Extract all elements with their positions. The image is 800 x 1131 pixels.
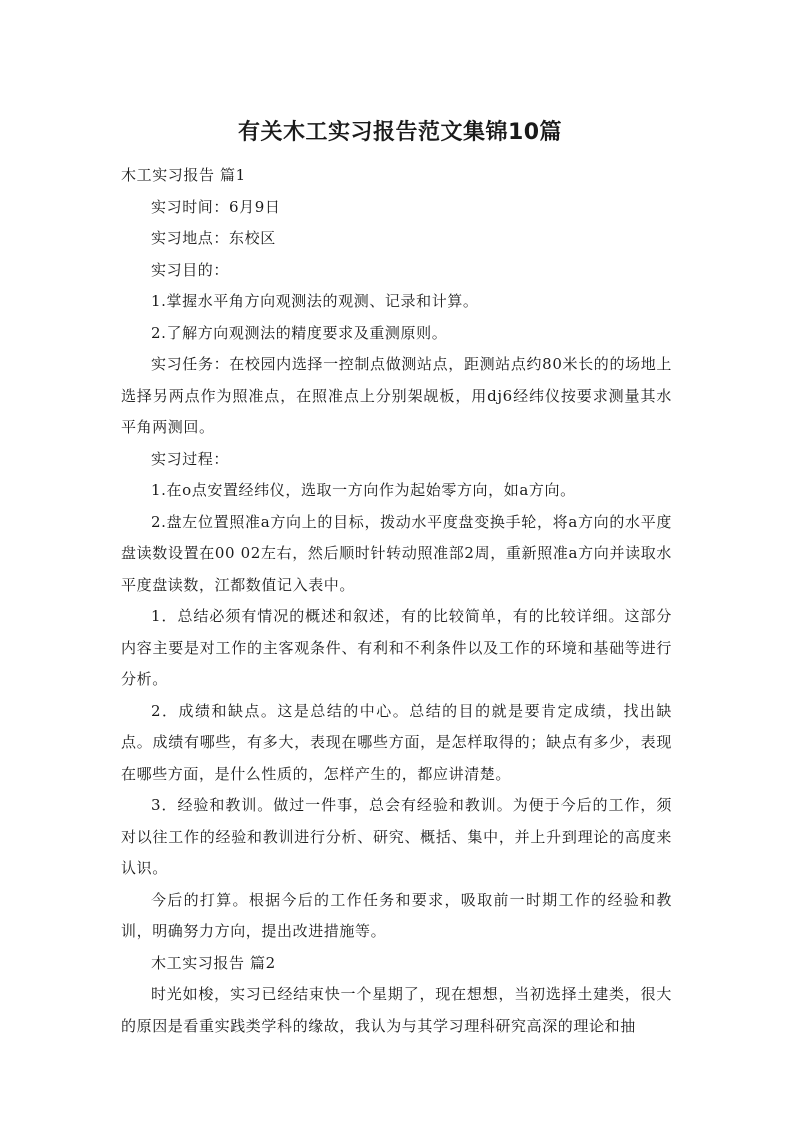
paragraph: 1.在o点安置经纬仪，选取一方向作为起始零方向，如a方向。: [151, 481, 576, 499]
paragraph: 时光如梭，实习已经结束快一个星期了，现在想想，当初选择土建类，很大的原因是看重实践类学科的缘故，我认为与其学习理科研究高深的理论和抽: [121, 985, 672, 1035]
paragraph: 实习任务：在校园内选择一控制点做测站点，距测站点约80米长的的场地上选择另两点作为照准点，在照准点上分别架觇板，用dj6经纬仪按要求测量其水平角两测回。: [121, 355, 672, 436]
paragraph: 今后的打算。根据今后的工作任务和要求，吸取前一时期工作的经验和教训，明确努力方向，提出改进措施等。: [121, 890, 672, 940]
paragraph: 1.掌握水平角方向观测法的观测、记录和计算。: [151, 292, 479, 310]
paragraph: 实习目的：: [151, 260, 230, 279]
paragraph: 2.盘左位置照准a方向上的目标，拨动水平度盘变换手轮，将a方向的水平度盘读数设置在00 02左右，然后顺时针转动照准部2周，重新照准a方向并读取水平度盘读数，江都数值记入表中。: [121, 512, 672, 594]
paragraph: 实习地点：东校区: [151, 229, 276, 247]
paragraph: 1．总结必须有情况的概述和叙述，有的比较简单，有的比较详细。这部分内容主要是对工作的主客观条件、有利和不利条件以及工作的环境和基础等进行分析。: [121, 607, 672, 688]
document-body: [121, 160, 672, 1042]
paragraph: 实习过程：: [151, 449, 230, 468]
paragraph: 3．经验和教训。做过一件事，总会有经验和教训。为便于今后的工作，须对以往工作的经验和教训进行分析、研究、概括、集中，并上升到理论的高度来认识。: [121, 796, 672, 877]
paragraph: 实习时间：6月9日: [151, 197, 281, 216]
paragraph: 木工实习报告 篇2: [151, 953, 276, 972]
paragraph: 2.了解方向观测法的精度要求及重测原则。: [151, 323, 448, 342]
paragraph: 2．成绩和缺点。这是总结的中心。总结的目的就是要肯定成绩，找出缺点。成绩有哪些，有多大，表现在哪些方面，是怎样取得的；缺点有多少，表现在哪些方面，是什么性质的，怎样产生的，都应讲清楚。: [121, 701, 672, 783]
paragraph: 木工实习报告 篇1: [121, 166, 246, 184]
document-title: 有关木工实习报告范文集锦10篇: [237, 120, 563, 145]
